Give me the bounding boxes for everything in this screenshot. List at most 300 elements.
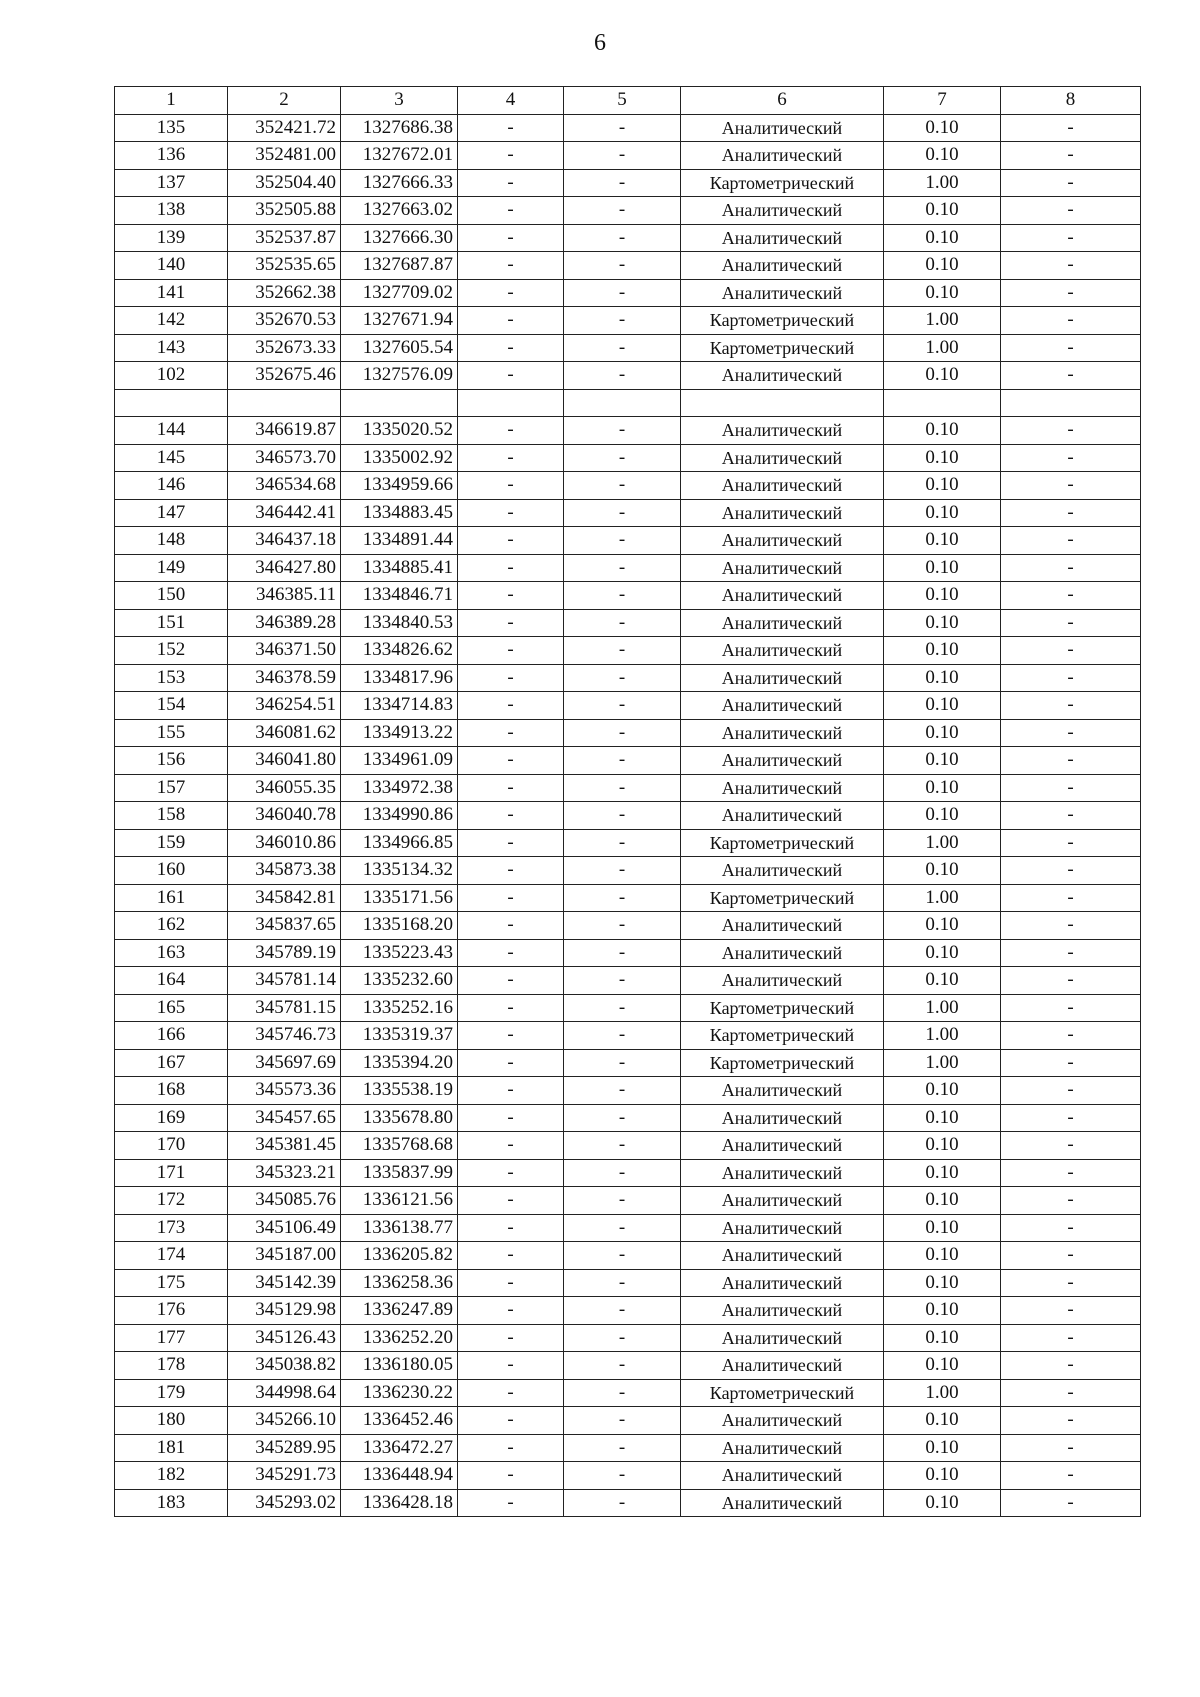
column-5-cell: - xyxy=(564,1132,681,1160)
column-5-cell: - xyxy=(564,197,681,225)
table-body xyxy=(115,114,1141,1517)
accuracy-cell: 0.10 xyxy=(884,279,1001,307)
y-coordinate-cell: 1334883.45 xyxy=(341,499,458,527)
x-coordinate-cell: 345781.15 xyxy=(228,994,341,1022)
column-4-cell: - xyxy=(458,774,564,802)
column-8-cell: - xyxy=(1001,1104,1141,1132)
x-coordinate-cell: 346055.35 xyxy=(228,774,341,802)
point-number-cell: 177 xyxy=(115,1324,228,1352)
method-cell: Картометрический xyxy=(681,307,884,335)
table-row xyxy=(115,609,1141,637)
method-cell: Картометрический xyxy=(681,994,884,1022)
column-4-cell: - xyxy=(458,1187,564,1215)
column-5-cell: - xyxy=(564,774,681,802)
y-coordinate-cell: 1327576.09 xyxy=(341,362,458,390)
column-8-cell: - xyxy=(1001,1187,1141,1215)
accuracy-cell: 0.10 xyxy=(884,802,1001,830)
accuracy-cell: 0.10 xyxy=(884,1489,1001,1517)
column-header: 5 xyxy=(564,87,681,115)
table-row xyxy=(115,884,1141,912)
point-number-cell: 153 xyxy=(115,664,228,692)
column-5-cell: - xyxy=(564,554,681,582)
point-number-cell: 154 xyxy=(115,692,228,720)
y-coordinate-cell: 1327663.02 xyxy=(341,197,458,225)
point-number-cell: 162 xyxy=(115,912,228,940)
column-8-cell: - xyxy=(1001,884,1141,912)
point-number-cell: 171 xyxy=(115,1159,228,1187)
table-row xyxy=(115,1077,1141,1105)
point-number-cell: 180 xyxy=(115,1407,228,1435)
table-row xyxy=(115,554,1141,582)
x-coordinate-cell: 345457.65 xyxy=(228,1104,341,1132)
accuracy-cell: 0.10 xyxy=(884,664,1001,692)
table-row xyxy=(115,637,1141,665)
accuracy-cell: 0.10 xyxy=(884,1159,1001,1187)
column-5-cell: - xyxy=(564,142,681,170)
column-5-cell: - xyxy=(564,1104,681,1132)
column-8-cell: - xyxy=(1001,554,1141,582)
x-coordinate-cell: 345126.43 xyxy=(228,1324,341,1352)
x-coordinate-cell: 346534.68 xyxy=(228,472,341,500)
column-8-cell xyxy=(1001,389,1141,417)
x-coordinate-cell: 345842.81 xyxy=(228,884,341,912)
accuracy-cell: 0.10 xyxy=(884,1407,1001,1435)
table-row xyxy=(115,362,1141,390)
accuracy-cell: 0.10 xyxy=(884,554,1001,582)
x-coordinate-cell: 352537.87 xyxy=(228,224,341,252)
column-4-cell: - xyxy=(458,334,564,362)
column-4-cell: - xyxy=(458,1297,564,1325)
table-row xyxy=(115,802,1141,830)
column-4-cell: - xyxy=(458,1434,564,1462)
column-5-cell: - xyxy=(564,362,681,390)
x-coordinate-cell: 352481.00 xyxy=(228,142,341,170)
accuracy-cell: 0.10 xyxy=(884,527,1001,555)
accuracy-cell: 0.10 xyxy=(884,1324,1001,1352)
method-cell: Аналитический xyxy=(681,114,884,142)
y-coordinate-cell: 1327686.38 xyxy=(341,114,458,142)
x-coordinate-cell: 346619.87 xyxy=(228,417,341,445)
table-row xyxy=(115,829,1141,857)
column-8-cell: - xyxy=(1001,1132,1141,1160)
column-8-cell: - xyxy=(1001,1269,1141,1297)
accuracy-cell: 0.10 xyxy=(884,582,1001,610)
y-coordinate-cell: 1334913.22 xyxy=(341,719,458,747)
column-8-cell: - xyxy=(1001,774,1141,802)
column-4-cell: - xyxy=(458,554,564,582)
column-5-cell: - xyxy=(564,1324,681,1352)
accuracy-cell: 1.00 xyxy=(884,884,1001,912)
point-number-cell: 161 xyxy=(115,884,228,912)
accuracy-cell: 0.10 xyxy=(884,719,1001,747)
accuracy-cell: 0.10 xyxy=(884,967,1001,995)
x-coordinate-cell: 345381.45 xyxy=(228,1132,341,1160)
column-5-cell: - xyxy=(564,279,681,307)
point-number-cell: 137 xyxy=(115,169,228,197)
accuracy-cell: 0.10 xyxy=(884,609,1001,637)
table-row xyxy=(115,169,1141,197)
point-number-cell: 181 xyxy=(115,1434,228,1462)
column-5-cell: - xyxy=(564,527,681,555)
y-coordinate-cell: 1335002.92 xyxy=(341,444,458,472)
table-row xyxy=(115,444,1141,472)
column-5-cell: - xyxy=(564,1462,681,1490)
x-coordinate-cell: 344998.64 xyxy=(228,1379,341,1407)
page-number: 6 xyxy=(594,30,606,56)
table-row xyxy=(115,939,1141,967)
x-coordinate-cell: 345085.76 xyxy=(228,1187,341,1215)
column-8-cell: - xyxy=(1001,1297,1141,1325)
column-4-cell: - xyxy=(458,1242,564,1270)
y-coordinate-cell: 1334961.09 xyxy=(341,747,458,775)
column-8-cell: - xyxy=(1001,472,1141,500)
column-5-cell: - xyxy=(564,1049,681,1077)
column-4-cell: - xyxy=(458,1132,564,1160)
accuracy-cell: 0.10 xyxy=(884,197,1001,225)
y-coordinate-cell: 1335232.60 xyxy=(341,967,458,995)
column-8-cell: - xyxy=(1001,334,1141,362)
table-row xyxy=(115,1434,1141,1462)
point-number-cell: 165 xyxy=(115,994,228,1022)
method-cell: Аналитический xyxy=(681,279,884,307)
accuracy-cell: 0.10 xyxy=(884,417,1001,445)
point-number-cell: 144 xyxy=(115,417,228,445)
x-coordinate-cell: 346041.80 xyxy=(228,747,341,775)
table-row xyxy=(115,1214,1141,1242)
x-coordinate-cell: 346573.70 xyxy=(228,444,341,472)
column-8-cell: - xyxy=(1001,1049,1141,1077)
x-coordinate-cell: 346254.51 xyxy=(228,692,341,720)
table-row xyxy=(115,857,1141,885)
column-8-cell: - xyxy=(1001,1434,1141,1462)
column-4-cell: - xyxy=(458,884,564,912)
table-row xyxy=(115,1407,1141,1435)
x-coordinate-cell: 346081.62 xyxy=(228,719,341,747)
y-coordinate-cell: 1335171.56 xyxy=(341,884,458,912)
x-coordinate-cell: 346385.11 xyxy=(228,582,341,610)
method-cell: Аналитический xyxy=(681,774,884,802)
accuracy-cell: 0.10 xyxy=(884,1187,1001,1215)
method-cell: Картометрический xyxy=(681,829,884,857)
table-row xyxy=(115,747,1141,775)
accuracy-cell: 0.10 xyxy=(884,224,1001,252)
x-coordinate-cell: 345837.65 xyxy=(228,912,341,940)
y-coordinate-cell: 1334959.66 xyxy=(341,472,458,500)
column-5-cell: - xyxy=(564,1214,681,1242)
accuracy-cell: 0.10 xyxy=(884,1352,1001,1380)
point-number-cell: 150 xyxy=(115,582,228,610)
column-5-cell: - xyxy=(564,1352,681,1380)
accuracy-cell: 0.10 xyxy=(884,747,1001,775)
column-5-cell: - xyxy=(564,444,681,472)
y-coordinate-cell: 1336472.27 xyxy=(341,1434,458,1462)
table-row xyxy=(115,1187,1141,1215)
accuracy-cell: 0.10 xyxy=(884,1242,1001,1270)
method-cell: Картометрический xyxy=(681,884,884,912)
x-coordinate-cell: 345291.73 xyxy=(228,1462,341,1490)
column-8-cell: - xyxy=(1001,582,1141,610)
table-row xyxy=(115,307,1141,335)
column-5-cell: - xyxy=(564,939,681,967)
table-row xyxy=(115,1022,1141,1050)
table-row xyxy=(115,389,1141,417)
accuracy-cell: 0.10 xyxy=(884,692,1001,720)
method-cell: Аналитический xyxy=(681,637,884,665)
point-number-cell: 182 xyxy=(115,1462,228,1490)
column-5-cell: - xyxy=(564,472,681,500)
table-row xyxy=(115,1489,1141,1517)
method-cell: Аналитический xyxy=(681,224,884,252)
column-5-cell: - xyxy=(564,747,681,775)
point-number-cell: 168 xyxy=(115,1077,228,1105)
x-coordinate-cell: 345697.69 xyxy=(228,1049,341,1077)
column-8-cell: - xyxy=(1001,307,1141,335)
column-5-cell: - xyxy=(564,857,681,885)
y-coordinate-cell: 1334885.41 xyxy=(341,554,458,582)
point-number-cell: 136 xyxy=(115,142,228,170)
point-number-cell: 160 xyxy=(115,857,228,885)
x-coordinate-cell: 345746.73 xyxy=(228,1022,341,1050)
column-header: 3 xyxy=(341,87,458,115)
column-5-cell: - xyxy=(564,1269,681,1297)
table-row xyxy=(115,1104,1141,1132)
x-coordinate-cell: 345266.10 xyxy=(228,1407,341,1435)
column-5-cell: - xyxy=(564,664,681,692)
point-number-cell: 173 xyxy=(115,1214,228,1242)
method-cell: Картометрический xyxy=(681,1049,884,1077)
column-5-cell: - xyxy=(564,1379,681,1407)
method-cell: Аналитический xyxy=(681,747,884,775)
column-8-cell: - xyxy=(1001,1242,1141,1270)
column-4-cell: - xyxy=(458,939,564,967)
column-4-cell: - xyxy=(458,1352,564,1380)
method-cell: Аналитический xyxy=(681,527,884,555)
y-coordinate-cell: 1334840.53 xyxy=(341,609,458,637)
point-number-cell: 179 xyxy=(115,1379,228,1407)
column-5-cell: - xyxy=(564,1187,681,1215)
point-number-cell: 174 xyxy=(115,1242,228,1270)
column-4-cell: - xyxy=(458,1269,564,1297)
method-cell: Аналитический xyxy=(681,719,884,747)
y-coordinate-cell: 1327672.01 xyxy=(341,142,458,170)
table-header-row xyxy=(115,87,1141,115)
column-8-cell: - xyxy=(1001,747,1141,775)
y-coordinate-cell: 1335134.32 xyxy=(341,857,458,885)
accuracy-cell: 0.10 xyxy=(884,362,1001,390)
point-number-cell: 147 xyxy=(115,499,228,527)
column-5-cell: - xyxy=(564,499,681,527)
column-8-cell: - xyxy=(1001,1159,1141,1187)
x-coordinate-cell: 352421.72 xyxy=(228,114,341,142)
accuracy-cell: 0.10 xyxy=(884,142,1001,170)
y-coordinate-cell: 1327687.87 xyxy=(341,252,458,280)
column-8-cell: - xyxy=(1001,1462,1141,1490)
column-5-cell: - xyxy=(564,912,681,940)
y-coordinate-cell: 1334990.86 xyxy=(341,802,458,830)
table-row xyxy=(115,114,1141,142)
y-coordinate-cell: 1336138.77 xyxy=(341,1214,458,1242)
column-header: 4 xyxy=(458,87,564,115)
y-coordinate-cell: 1336247.89 xyxy=(341,1297,458,1325)
accuracy-cell: 0.10 xyxy=(884,912,1001,940)
y-coordinate-cell: 1334826.62 xyxy=(341,637,458,665)
column-4-cell: - xyxy=(458,252,564,280)
column-5-cell: - xyxy=(564,802,681,830)
y-coordinate-cell: 1336121.56 xyxy=(341,1187,458,1215)
method-cell: Аналитический xyxy=(681,417,884,445)
y-coordinate-cell: 1335168.20 xyxy=(341,912,458,940)
method-cell: Аналитический xyxy=(681,1269,884,1297)
x-coordinate-cell: 352662.38 xyxy=(228,279,341,307)
y-coordinate-cell: 1336258.36 xyxy=(341,1269,458,1297)
method-cell: Аналитический xyxy=(681,554,884,582)
table-row xyxy=(115,499,1141,527)
x-coordinate-cell: 352673.33 xyxy=(228,334,341,362)
column-4-cell: - xyxy=(458,472,564,500)
accuracy-cell: 0.10 xyxy=(884,1104,1001,1132)
point-number-cell: 139 xyxy=(115,224,228,252)
method-cell: Аналитический xyxy=(681,444,884,472)
y-coordinate-cell: 1336205.82 xyxy=(341,1242,458,1270)
method-cell: Аналитический xyxy=(681,912,884,940)
table-row xyxy=(115,994,1141,1022)
method-cell: Аналитический xyxy=(681,857,884,885)
table-row xyxy=(115,967,1141,995)
y-coordinate-cell: 1334714.83 xyxy=(341,692,458,720)
method-cell: Аналитический xyxy=(681,1187,884,1215)
y-coordinate-cell: 1335394.20 xyxy=(341,1049,458,1077)
accuracy-cell: 0.10 xyxy=(884,857,1001,885)
column-5-cell xyxy=(564,389,681,417)
column-5-cell: - xyxy=(564,252,681,280)
column-8-cell: - xyxy=(1001,637,1141,665)
accuracy-cell: 0.10 xyxy=(884,939,1001,967)
column-4-cell: - xyxy=(458,1077,564,1105)
point-number-cell: 157 xyxy=(115,774,228,802)
column-8-cell: - xyxy=(1001,1379,1141,1407)
method-cell: Аналитический xyxy=(681,1077,884,1105)
column-8-cell: - xyxy=(1001,224,1141,252)
x-coordinate-cell: 346437.18 xyxy=(228,527,341,555)
table-row xyxy=(115,692,1141,720)
point-number-cell: 148 xyxy=(115,527,228,555)
column-8-cell: - xyxy=(1001,197,1141,225)
column-5-cell: - xyxy=(564,829,681,857)
point-number-cell: 152 xyxy=(115,637,228,665)
table-row xyxy=(115,279,1141,307)
column-4-cell: - xyxy=(458,444,564,472)
table-row xyxy=(115,1297,1141,1325)
column-header: 1 xyxy=(115,87,228,115)
column-4-cell: - xyxy=(458,609,564,637)
column-8-cell: - xyxy=(1001,1324,1141,1352)
point-number-cell: 172 xyxy=(115,1187,228,1215)
accuracy-cell: 1.00 xyxy=(884,334,1001,362)
table-row xyxy=(115,224,1141,252)
x-coordinate-cell: 352675.46 xyxy=(228,362,341,390)
point-number-cell: 178 xyxy=(115,1352,228,1380)
table-row xyxy=(115,197,1141,225)
y-coordinate-cell: 1335678.80 xyxy=(341,1104,458,1132)
point-number-cell: 164 xyxy=(115,967,228,995)
point-number-cell: 141 xyxy=(115,279,228,307)
column-8-cell: - xyxy=(1001,362,1141,390)
point-number-cell: 145 xyxy=(115,444,228,472)
column-8-cell: - xyxy=(1001,664,1141,692)
column-8-cell: - xyxy=(1001,1352,1141,1380)
method-cell: Аналитический xyxy=(681,609,884,637)
column-8-cell: - xyxy=(1001,279,1141,307)
y-coordinate-cell: 1334817.96 xyxy=(341,664,458,692)
table-row xyxy=(115,142,1141,170)
column-8-cell: - xyxy=(1001,692,1141,720)
method-cell: Аналитический xyxy=(681,1462,884,1490)
column-4-cell: - xyxy=(458,719,564,747)
method-cell: Аналитический xyxy=(681,939,884,967)
x-coordinate-cell: 346040.78 xyxy=(228,802,341,830)
column-5-cell: - xyxy=(564,224,681,252)
point-number-cell: 142 xyxy=(115,307,228,335)
x-coordinate-cell: 346389.28 xyxy=(228,609,341,637)
y-coordinate-cell: 1336452.46 xyxy=(341,1407,458,1435)
method-cell: Картометрический xyxy=(681,334,884,362)
column-8-cell: - xyxy=(1001,169,1141,197)
method-cell: Аналитический xyxy=(681,472,884,500)
method-cell: Аналитический xyxy=(681,1159,884,1187)
table-row xyxy=(115,774,1141,802)
y-coordinate-cell: 1334966.85 xyxy=(341,829,458,857)
x-coordinate-cell: 352504.40 xyxy=(228,169,341,197)
accuracy-cell: 1.00 xyxy=(884,829,1001,857)
column-4-cell: - xyxy=(458,1489,564,1517)
column-header: 2 xyxy=(228,87,341,115)
point-number-cell: 146 xyxy=(115,472,228,500)
method-cell: Аналитический xyxy=(681,802,884,830)
method-cell: Аналитический xyxy=(681,362,884,390)
accuracy-cell: 0.10 xyxy=(884,114,1001,142)
column-8-cell: - xyxy=(1001,417,1141,445)
column-5-cell: - xyxy=(564,1022,681,1050)
method-cell: Картометрический xyxy=(681,169,884,197)
point-number-cell: 170 xyxy=(115,1132,228,1160)
column-5-cell: - xyxy=(564,334,681,362)
table-row xyxy=(115,582,1141,610)
method-cell: Аналитический xyxy=(681,1407,884,1435)
method-cell: Аналитический xyxy=(681,1489,884,1517)
method-cell: Аналитический xyxy=(681,692,884,720)
y-coordinate-cell: 1336252.20 xyxy=(341,1324,458,1352)
point-number-cell: 163 xyxy=(115,939,228,967)
method-cell: Аналитический xyxy=(681,197,884,225)
column-5-cell: - xyxy=(564,719,681,747)
point-number-cell: 175 xyxy=(115,1269,228,1297)
column-8-cell: - xyxy=(1001,142,1141,170)
column-4-cell: - xyxy=(458,1324,564,1352)
accuracy-cell: 1.00 xyxy=(884,1379,1001,1407)
column-8-cell: - xyxy=(1001,967,1141,995)
method-cell: Аналитический xyxy=(681,1297,884,1325)
column-4-cell: - xyxy=(458,664,564,692)
point-number-cell xyxy=(115,389,228,417)
column-4-cell: - xyxy=(458,527,564,555)
method-cell: Аналитический xyxy=(681,252,884,280)
method-cell: Картометрический xyxy=(681,1379,884,1407)
point-number-cell: 155 xyxy=(115,719,228,747)
point-number-cell: 156 xyxy=(115,747,228,775)
column-5-cell: - xyxy=(564,417,681,445)
column-8-cell: - xyxy=(1001,499,1141,527)
column-8-cell: - xyxy=(1001,1022,1141,1050)
